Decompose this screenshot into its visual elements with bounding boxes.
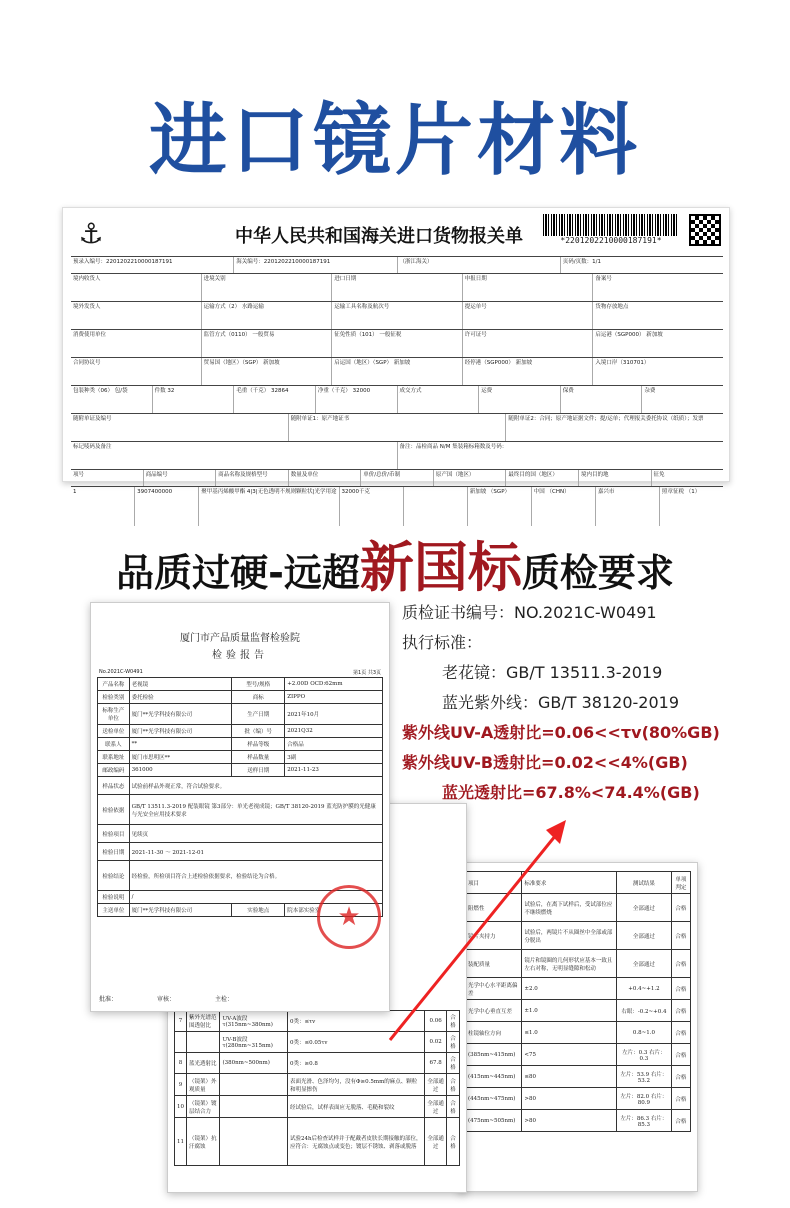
- report-cell: 7: [175, 1011, 187, 1032]
- certificate-info: [402, 598, 782, 808]
- report-page-3-row: [466, 1088, 691, 1110]
- report-cell: (445nm~475nm): [466, 1088, 522, 1110]
- customs-row: [71, 441, 723, 469]
- report-cell: 0.02: [425, 1032, 447, 1053]
- customs-row: [71, 486, 723, 526]
- cert-number: 质检证书编号：NO.2021C-W0491: [402, 603, 657, 622]
- report-cell: 左片：86.3 右片：85.3: [617, 1110, 672, 1132]
- report-page-2-row: [175, 1096, 460, 1118]
- report-cell: 361000: [129, 764, 232, 777]
- standard-blue-uv: 蓝光紫外线：GB/T 38120-2019: [442, 693, 680, 712]
- report-cell: 送样日期: [232, 764, 285, 777]
- customs-cell: 入境口岸（310701）: [595, 360, 650, 366]
- customs-cell: 照章征税 （1）: [661, 489, 701, 495]
- report-cell: **: [129, 738, 232, 751]
- report-row: [98, 751, 383, 764]
- report-cell: 合格: [671, 1088, 690, 1110]
- customs-cell: [404, 487, 468, 526]
- report-cell: 0.8~1.0: [617, 1022, 672, 1044]
- customs-cell: 随附单证2：合同；原产地证据文件；提/运单；代理报关委托协议（纸质）；发票: [508, 416, 704, 422]
- report-row: [98, 704, 383, 725]
- report-cell: 装配质量: [466, 950, 522, 978]
- report-page: 第1页 共3页: [353, 670, 381, 676]
- report-cell: （镜架）镀层结合力: [187, 1096, 220, 1118]
- report-cell: (475nm~505nm): [466, 1110, 522, 1132]
- report-cell: 单项判定: [671, 872, 690, 894]
- customs-cell: 嘉兴市: [596, 487, 660, 526]
- report-number: No.2021C-W0491: [99, 669, 143, 675]
- customs-cell: 货物存放地点: [595, 304, 629, 310]
- report-cell: 试验前样品外观正常，符合试验要求。: [129, 777, 382, 795]
- report-cell: 标准要求: [522, 872, 617, 894]
- hero-title: 进口镜片材料: [148, 96, 641, 186]
- customs-cell: 进境关别: [202, 274, 333, 301]
- report-cell: 0类：≤τv: [288, 1011, 425, 1032]
- customs-cell: 征免: [653, 472, 665, 478]
- customs-cell: 新加坡 （SGP）: [468, 487, 532, 526]
- report-cell: 试验后，在离下试样后，受试部位应不继续燃烧: [522, 894, 617, 922]
- report-cell: 商标: [232, 691, 285, 704]
- report-cell: 项目: [466, 872, 522, 894]
- report-cell: >80: [522, 1088, 617, 1110]
- report-cell: 标称生产单位: [98, 704, 130, 725]
- report-cell: 产品名称: [98, 678, 130, 691]
- report-cell: 右眼：-0.2~+0.4: [617, 1000, 672, 1022]
- customs-cell: 合同协议号: [71, 358, 202, 385]
- report-cell: 合格: [671, 1044, 690, 1066]
- report-cell: 合格: [446, 1074, 459, 1096]
- official-seal-icon: ★: [317, 885, 381, 949]
- customs-cell: 页码/页数：1/1: [562, 259, 601, 265]
- report-cell: 见续页: [129, 825, 382, 843]
- report-cell: [175, 1032, 187, 1053]
- report-cell: ≤80: [522, 1066, 617, 1088]
- report-number-row: [99, 669, 381, 676]
- report-cell: 老视镜: [129, 678, 232, 691]
- customs-cell: 件数 32: [153, 386, 235, 413]
- uvb-transmittance: 紫外线UV-B透射比=0.02<<4%(GB): [402, 753, 688, 772]
- customs-row: [71, 469, 723, 486]
- customs-cell: 经停港（SGP000） 新加坡: [463, 358, 594, 385]
- report-cell: 镜片和镜圈的几何形状应基本一致且左右对称，无明显缝隙和松动: [522, 950, 617, 978]
- customs-cell: 项号: [71, 470, 144, 486]
- report-title: 检验报告: [212, 650, 268, 661]
- report-cell: 光学中心水平距离偏差: [466, 978, 522, 1000]
- report-cell: +0.4~+1.2: [617, 978, 672, 1000]
- signature-approve: 批准：: [99, 996, 118, 1003]
- report-cell: 合格: [446, 1096, 459, 1118]
- customs-cell: 毛重（千克） 32864: [234, 386, 316, 413]
- report-row: [98, 795, 383, 825]
- signature-review: 审核：: [157, 996, 176, 1003]
- report-cell: 全部通过: [425, 1096, 447, 1118]
- report-cell: 批（编）号: [232, 725, 285, 738]
- customs-cell: 监管方式（0110） 一般贸易: [202, 330, 333, 357]
- report-cell: 经试验后，试样表面应无脱落、毛糙和裂纹: [288, 1096, 425, 1118]
- report-cell: +2.00D OCD:62mm: [285, 678, 383, 691]
- blue-light-transmittance: 蓝光透射比=67.8%<74.4%(GB): [442, 783, 700, 802]
- report-cell: 送检单位: [98, 725, 130, 738]
- customs-cell: 商品编号: [144, 470, 217, 486]
- report-cell: 合格: [671, 1000, 690, 1022]
- report-cell: [220, 1074, 288, 1096]
- report-cell: UV-A波段 τ(315nm~380nm): [220, 1011, 288, 1032]
- report-cell: 全部通过: [425, 1074, 447, 1096]
- standard-presbyopic: 老花镜：GB/T 13511.3-2019: [442, 663, 663, 682]
- report-cell: 生产日期: [232, 704, 285, 725]
- report-cell: 经检验，所检项目符合上述检验依据要求，检验结论为合格。: [129, 861, 382, 891]
- customs-cell: 海关编号：2201202210000187191: [234, 257, 397, 273]
- customs-cell: 许可证号: [463, 330, 594, 357]
- report-cell: 0类：≥0.8: [288, 1053, 425, 1074]
- customs-cell: 数量及单位: [289, 470, 362, 486]
- customs-cell: 境内收货人: [71, 274, 202, 301]
- customs-row: [71, 329, 723, 357]
- report-cell: 检验依据: [98, 795, 130, 825]
- report-row: [98, 843, 383, 861]
- report-cell: 全部通过: [617, 894, 672, 922]
- report-cell: 院本部实验室: [285, 904, 383, 917]
- report-cell: 全部通过: [425, 1118, 447, 1166]
- customs-cell: 保费: [561, 386, 643, 413]
- report-cell: /: [129, 891, 382, 904]
- report-cell: 合格: [671, 1110, 690, 1132]
- report-page-3-row: [466, 1066, 691, 1088]
- barcode-number: *2201202210000187191*: [560, 236, 662, 245]
- quality-heading-highlight: 新国标: [359, 536, 522, 599]
- report-cell: 合格: [671, 922, 690, 950]
- report-cell: 合格: [671, 894, 690, 922]
- customs-cell: 启运国（地区）（SGP） 新加坡: [332, 358, 463, 385]
- report-cell: (415nm~445nm): [466, 1066, 522, 1088]
- customs-cell: 单价/总价/币制: [361, 470, 434, 486]
- report-cell: 试验24h后检查试样并于配戴者皮肤长期接触的部位，应符合：无腐蚀点或变色；镀层不锈蚀、剥落或脱落: [288, 1118, 425, 1166]
- report-cell: 0.06: [425, 1011, 447, 1032]
- report-cell: 合格: [671, 950, 690, 978]
- customs-cell: 3907400000: [135, 487, 199, 526]
- report-cell: 蓝光透射比: [187, 1053, 220, 1074]
- report-cell: UV-B波段 τ(280nm~315nm): [220, 1032, 288, 1053]
- report-cell: 左片：53.9 右片：53.2: [617, 1066, 672, 1088]
- report-row: [98, 678, 383, 691]
- report-cell: 67.8: [425, 1053, 447, 1074]
- customs-cell: 消费使用单位: [71, 330, 202, 357]
- customs-grid: [71, 256, 723, 526]
- report-cell: 联系地址: [98, 751, 130, 764]
- report-cell: ≤1.0: [522, 1022, 617, 1044]
- report-cell: 样品状态: [98, 777, 130, 795]
- report-cell: GB/T 13511.3-2019 配装眼镜 第3部分：单光老视成镜；GB/T 38120-2019 蓝光防护膜的光健康与光安全应用技术要求: [129, 795, 382, 825]
- report-cell: 合格: [671, 1022, 690, 1044]
- report-row: [98, 691, 383, 704]
- customs-cell: 聚甲基丙烯酸甲酯 4|3|无色透明不规则颗粒状|光学用途: [199, 487, 339, 526]
- report-page-2-row: [175, 1118, 460, 1166]
- customs-cell: 贸易国（地区）（SGP） 新加坡: [202, 358, 333, 385]
- report-cell: 10: [175, 1096, 187, 1118]
- report-cell: 厦门**光学科技有限公司: [129, 704, 232, 725]
- customs-cell: 提运单号: [463, 302, 594, 329]
- report-cell: 左片：0.3 右片：0.3: [617, 1044, 672, 1066]
- report-cell: （镜架）外观质量: [187, 1074, 220, 1096]
- report-cell: ±2.0: [522, 978, 617, 1000]
- report-cell: ±1.0: [522, 1000, 617, 1022]
- report-row: [98, 725, 383, 738]
- customs-cell: 预录入编号：2201202210000187191: [71, 257, 234, 273]
- customs-row: [71, 273, 723, 301]
- report-cell: 邮政编码: [98, 764, 130, 777]
- customs-cell: 启运港（SGP000） 新加坡: [595, 332, 663, 338]
- report-row: [98, 738, 383, 751]
- customs-cell: 境内目的地: [579, 470, 652, 486]
- customs-cell: （浙江海关）: [398, 257, 561, 273]
- report-cell: 测试结果: [617, 872, 672, 894]
- report-cell: 9: [175, 1074, 187, 1096]
- customs-cell: 运费: [479, 386, 561, 413]
- report-cell: 委托检验: [129, 691, 232, 704]
- standard-label: 执行标准：: [402, 633, 483, 652]
- red-arrow-icon: [380, 808, 580, 1048]
- customs-row: [71, 357, 723, 385]
- customs-emblem-icon: ⚓: [78, 217, 104, 250]
- report-cell: 全部通过: [617, 922, 672, 950]
- customs-row: [71, 256, 723, 273]
- report-page-2-row: [175, 1074, 460, 1096]
- report-cell: 厦门市思明区**: [129, 751, 232, 764]
- customs-row: [71, 385, 723, 413]
- quality-heading-suffix: 质检要求: [521, 551, 674, 595]
- customs-cell: 最终目的国（地区）: [506, 470, 579, 486]
- report-signatures: [99, 994, 233, 1003]
- report-cell: [220, 1118, 288, 1166]
- report-cell: 全部通过: [617, 950, 672, 978]
- report-cell: <75: [522, 1044, 617, 1066]
- report-main-table: [97, 677, 383, 917]
- customs-cell: 征免性质（101） 一般征税: [332, 330, 463, 357]
- report-cell: 光学中心垂直互差: [466, 1000, 522, 1022]
- customs-cell: 运输方式（2） 水路运输: [202, 302, 333, 329]
- report-cell: 合格: [446, 1053, 459, 1074]
- report-cell: 合格: [446, 1118, 459, 1166]
- report-cell: 联系人: [98, 738, 130, 751]
- customs-row: [71, 301, 723, 329]
- customs-cell: 备案号: [595, 276, 612, 282]
- report-cell: 2021年10月: [285, 704, 383, 725]
- report-cell: 8: [175, 1053, 187, 1074]
- report-institute: 厦门市产品质量监督检验院: [180, 633, 300, 644]
- report-cell: 主送单位: [98, 904, 130, 917]
- customs-cell: 中国 （CHN）: [532, 487, 596, 526]
- report-cell: 厦门**光学科技有限公司: [129, 904, 232, 917]
- report-cell: 样品数量: [232, 751, 285, 764]
- customs-cell: 32000千克: [340, 487, 404, 526]
- qr-code-icon: [689, 214, 721, 246]
- report-row: [98, 777, 383, 795]
- report-cell: （镜架）抗汗腐蚀: [187, 1118, 220, 1166]
- customs-title: 中华人民共和国海关进口货物报关单: [235, 226, 523, 247]
- report-cell: 型号/规格: [232, 678, 285, 691]
- customs-cell: 进口日期: [332, 274, 463, 301]
- customs-cell: 杂费: [644, 388, 656, 394]
- report-page-3-row: [466, 1110, 691, 1132]
- customs-cell: 包装种类（06） 包/袋: [71, 386, 153, 413]
- report-page-2-row: [175, 1053, 460, 1074]
- customs-cell: 随附单证1：原产地证书: [289, 414, 507, 441]
- report-cell: 合格: [671, 1066, 690, 1088]
- report-cell: 合格: [671, 978, 690, 1000]
- customs-row: [71, 413, 723, 441]
- report-cell: 检验日期: [98, 843, 130, 861]
- report-cell: 2021Q32: [285, 725, 383, 738]
- report-cell: 实验地点: [232, 904, 285, 917]
- report-cell: (380nm~500nm): [220, 1053, 288, 1074]
- customs-cell: 成交方式: [398, 386, 480, 413]
- customs-cell: 境外发货人: [71, 302, 202, 329]
- quality-heading: [0, 525, 790, 602]
- report-cell: 2021-11-23: [285, 764, 383, 777]
- report-cell: 阻燃性: [466, 894, 522, 922]
- report-cell: [220, 1096, 288, 1118]
- report-cell: 合格: [446, 1032, 459, 1053]
- report-cell: 3副: [285, 751, 383, 764]
- customs-cell: 商品名称及规格型号: [216, 470, 289, 486]
- report-cell: 左片：82.0 右片：80.9: [617, 1088, 672, 1110]
- report-cell: 厦门**光学科技有限公司: [129, 725, 232, 738]
- report-cell: 2021-11-30 ～ 2021-12-01: [129, 843, 382, 861]
- report-cell: [187, 1032, 220, 1053]
- report-cell: (385nm~415nm): [466, 1044, 522, 1066]
- report-cell: 检验说明: [98, 891, 130, 904]
- report-row: [98, 764, 383, 777]
- report-cell: 11: [175, 1118, 187, 1166]
- customs-declaration: [62, 207, 730, 495]
- report-cell: 表面光滑、色泽均匀，没有Φ≥0.5mm的麻点、颗粒和明显擦伤: [288, 1074, 425, 1096]
- customs-cell: 申报日期: [463, 274, 594, 301]
- barcode-icon: [543, 214, 679, 236]
- report-page-1: [90, 602, 390, 1012]
- report-cell: 检验类别: [98, 691, 130, 704]
- report-cell: 合格品: [285, 738, 383, 751]
- report-cell: 镜片夹持力: [466, 922, 522, 950]
- customs-cell: 运输工具名称及航次号: [332, 302, 463, 329]
- report-cell: >80: [522, 1110, 617, 1132]
- customs-cell: 原产国（地区）: [434, 470, 507, 486]
- customs-cell: 随附单证及编号: [71, 414, 289, 441]
- customs-cell: 1: [71, 487, 135, 526]
- report-row: [98, 825, 383, 843]
- signature-inspector: 主检：: [215, 996, 234, 1003]
- report-cell: 试验后，两镜片不从圈丝中全部或部分脱出: [522, 922, 617, 950]
- report-cell: 样品等级: [232, 738, 285, 751]
- report-cell: 检验项目: [98, 825, 130, 843]
- report-cell: 柱镜轴位方向: [466, 1022, 522, 1044]
- customs-cell: 备注：品检商品 N/M 集装箱标箱数及号码：: [399, 444, 508, 450]
- customs-cell: 标记唛码及备注: [71, 442, 398, 469]
- uva-transmittance: 紫外线UV-A透射比=0.06<<τv(80%GB): [402, 723, 720, 742]
- report-cell: 合格: [446, 1011, 459, 1032]
- customs-cell: 净重（千克） 32000: [316, 386, 398, 413]
- quality-heading-prefix: 品质过硬-远超: [116, 551, 360, 595]
- report-cell: 检验结论: [98, 861, 130, 891]
- report-cell: 0类：≤0.05τv: [288, 1032, 425, 1053]
- report-cell: ZIPPO: [285, 691, 383, 704]
- report-cell: 紫外光谱范围透射比: [187, 1011, 220, 1032]
